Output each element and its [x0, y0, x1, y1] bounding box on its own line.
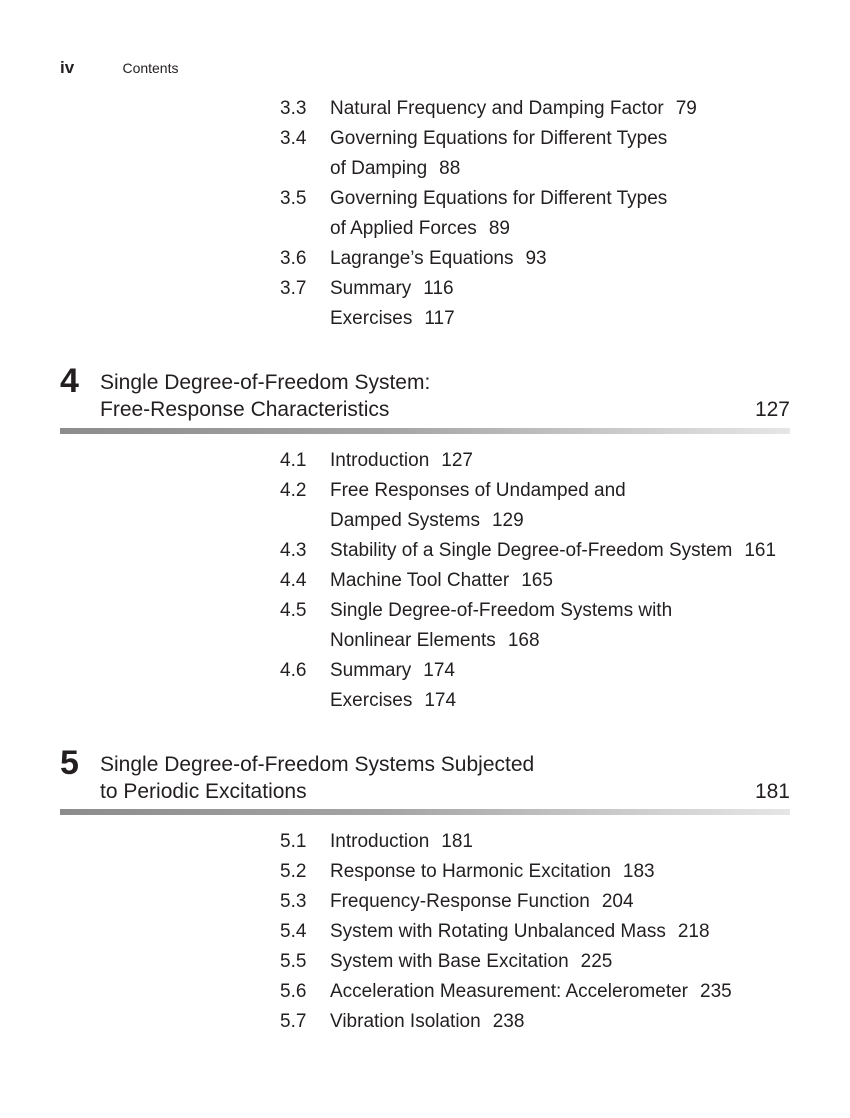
page-header	[60, 58, 179, 78]
chapter-page: 181	[754, 780, 790, 803]
entry-title: Lagrange’s Equations	[330, 248, 514, 269]
chapter-page: 127	[754, 398, 790, 421]
toc-entry-5-2[interactable]	[280, 857, 655, 887]
toc-entry-5-6[interactable]	[280, 977, 732, 1007]
chapter-title-line2: Free-Response Characteristics	[100, 398, 390, 421]
chapter-number: 5	[60, 744, 79, 782]
entry-title: Single Degree-of-Freedom Systems with	[330, 600, 673, 621]
entry-number: 4.3	[280, 540, 307, 561]
entry-title-cont: of Damping	[330, 158, 428, 179]
toc-entry-4-4[interactable]	[280, 566, 553, 596]
entry-title: Natural Frequency and Damping Factor	[330, 98, 664, 119]
entry-page: 225	[580, 951, 613, 972]
toc-entry-3-6[interactable]	[280, 244, 547, 274]
entry-page: 89	[488, 218, 510, 239]
entry-title: Response to Harmonic Excitation	[330, 861, 611, 882]
chapter-number: 4	[60, 362, 79, 400]
entry-page: 161	[744, 540, 777, 561]
entry-number: 5.1	[280, 831, 307, 852]
entry-number: 5.6	[280, 981, 307, 1002]
entry-page: 88	[439, 158, 461, 179]
toc-entry-4-6[interactable]	[280, 656, 455, 686]
entry-number: 3.5	[280, 188, 307, 209]
toc-entry-3-exercises[interactable]	[280, 304, 455, 334]
entry-title: Summary	[330, 660, 412, 681]
entry-title: Introduction	[330, 450, 430, 471]
toc-entry-5-5[interactable]	[280, 947, 612, 977]
entry-number: 5.4	[280, 921, 307, 942]
entry-number: 3.4	[280, 128, 307, 149]
entry-title: Free Responses of Undamped and	[330, 480, 626, 501]
chapter-rule	[60, 809, 790, 815]
entry-page: 174	[423, 660, 455, 681]
entry-page: 117	[424, 308, 455, 329]
entry-number: 4.1	[280, 450, 307, 471]
toc-entry-3-7[interactable]	[280, 274, 454, 304]
entry-title: Frequency-Response Function	[330, 891, 590, 912]
toc-entry-4-3[interactable]	[280, 536, 776, 566]
toc-entry-5-3[interactable]	[280, 887, 634, 917]
entry-page: 116	[423, 278, 454, 299]
toc-entry-5-7[interactable]	[280, 1007, 524, 1037]
toc-entry-3-5[interactable]	[280, 184, 667, 244]
entry-page: 181	[441, 831, 473, 852]
page-number: iv	[60, 58, 75, 77]
entry-page: 165	[521, 570, 553, 591]
entry-page: 218	[677, 921, 710, 942]
entry-number: 3.7	[280, 278, 307, 299]
entry-page: 168	[507, 630, 540, 651]
entry-title: Summary	[330, 278, 412, 299]
chapter-title-line1: Single Degree-of-Freedom System:	[100, 371, 431, 394]
entry-page: 127	[441, 450, 473, 471]
entry-title: Introduction	[330, 831, 430, 852]
entry-page: 183	[622, 861, 655, 882]
entry-page: 93	[525, 248, 547, 269]
toc-entry-5-4[interactable]	[280, 917, 710, 947]
entry-title-cont: Nonlinear Elements	[330, 630, 496, 651]
entry-number: 3.6	[280, 248, 307, 269]
entry-title-cont: of Applied Forces	[330, 218, 477, 239]
toc-entry-4-1[interactable]	[280, 446, 473, 476]
entry-title: Exercises	[330, 308, 413, 329]
toc-entry-5-1[interactable]	[280, 827, 473, 857]
entry-page: 204	[601, 891, 634, 912]
toc-entry-4-exercises[interactable]	[280, 686, 456, 716]
entry-title: Governing Equations for Different Types	[330, 188, 668, 209]
entry-title-cont: Damped Systems	[330, 510, 480, 531]
entry-number: 5.7	[280, 1011, 307, 1032]
entry-title: Exercises	[330, 690, 413, 711]
entry-title: Vibration Isolation	[330, 1011, 481, 1032]
entry-number: 5.5	[280, 951, 307, 972]
toc-entry-3-4[interactable]	[280, 124, 667, 184]
entry-number: 5.2	[280, 861, 307, 882]
running-head: Contents	[122, 60, 179, 76]
chapter-title-line2: to Periodic Excitations	[100, 780, 307, 803]
entry-page: 174	[424, 690, 457, 711]
entry-number: 4.4	[280, 570, 307, 591]
chapter-rule	[60, 428, 790, 434]
toc-entry-3-3[interactable]	[280, 94, 697, 124]
entry-title: Governing Equations for Different Types	[330, 128, 668, 149]
entry-number: 4.5	[280, 600, 307, 621]
entry-page: 235	[700, 981, 732, 1002]
entry-page: 79	[675, 98, 697, 119]
entry-number: 3.3	[280, 98, 307, 119]
entry-title: Machine Tool Chatter	[330, 570, 510, 591]
entry-title: System with Rotating Unbalanced Mass	[330, 921, 666, 942]
toc-entry-4-2[interactable]	[280, 476, 626, 536]
entry-title: Acceleration Measurement: Accelerometer	[330, 981, 688, 1002]
entry-page: 238	[492, 1011, 525, 1032]
entry-page: 129	[491, 510, 524, 531]
chapter-title-line1: Single Degree-of-Freedom Systems Subjected	[100, 753, 535, 776]
toc-entry-4-5[interactable]	[280, 596, 672, 656]
entry-title: Stability of a Single Degree-of-Freedom System	[330, 540, 733, 561]
entry-number: 5.3	[280, 891, 307, 912]
entry-number: 4.6	[280, 660, 307, 681]
entry-number: 4.2	[280, 480, 307, 501]
entry-title: System with Base Excitation	[330, 951, 569, 972]
